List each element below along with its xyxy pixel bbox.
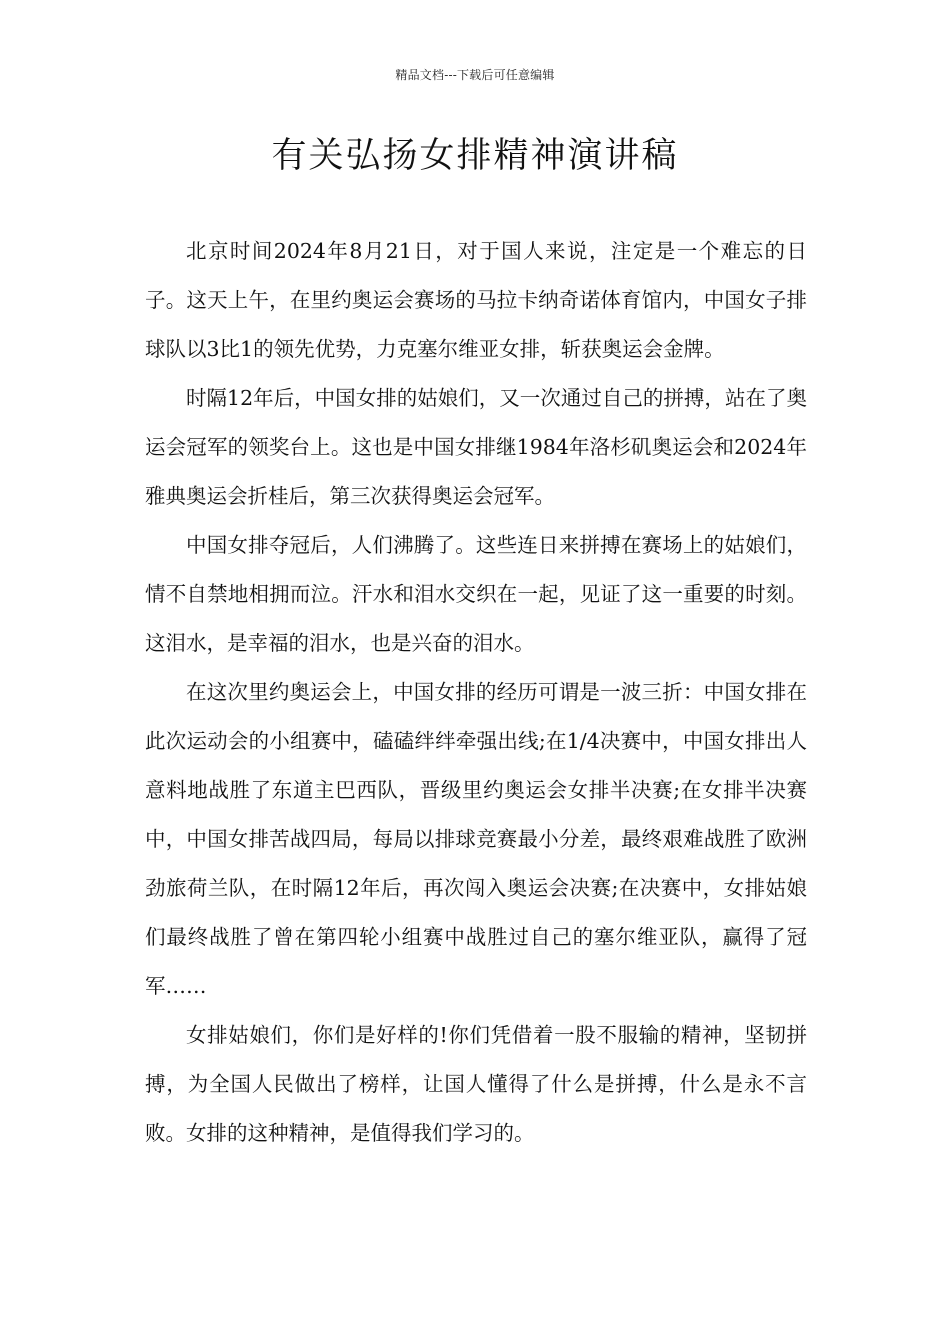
header-note: 精品文档---下载后可任意编辑 <box>395 68 555 82</box>
paragraph-5: 女排姑娘们，你们是好样的!你们凭借着一股不服输的精神，坚韧拼搏，为全国人民做出了榜样，让国人懂得了什么是拼搏，什么是永不言败。女排的这种精神，是值得我们学习的。 <box>145 1023 807 1145</box>
document-body <box>145 227 807 1158</box>
paragraph-1: 北京时间2024年8月21日，对于国人来说，注定是一个难忘的日子。这天上午，在里约奥运会赛场的马拉卡纳奇诺体育馆内，中国女子排球队以3比1的领先优势，力克塞尔维亚女排，斩获奥运会金牌。 <box>145 239 807 361</box>
paragraph-3: 中国女排夺冠后，人们沸腾了。这些连日来拼搏在赛场上的姑娘们，情不自禁地相拥而泣。汗水和泪水交织在一起，见证了这一重要的时刻。这泪水，是幸福的泪水，也是兴奋的泪水。 <box>145 533 807 655</box>
page-title: 有关弘扬女排精神演讲稿 <box>271 136 679 176</box>
paragraph-2: 时隔12年后，中国女排的姑娘们，又一次通过自己的拼搏，站在了奥运会冠军的领奖台上。这也是中国女排继1984年洛杉矶奥运会和2024年雅典奥运会折桂后，第三次获得奥运会冠军。 <box>145 386 807 508</box>
paragraph-4: 在这次里约奥运会上，中国女排的经历可谓是一波三折：中国女排在此次运动会的小组赛中，磕磕绊绊牵强出线;在1/4决赛中，中国女排出人意料地战胜了东道主巴西队，晋级里约奥运会女排半决赛;在女排半决赛中，中国女排苦战四局，每局以排球竞赛最小分差，最终艰难战胜了欧洲劲旅荷兰队，在时隔12年后，再次闯入奥运会决赛;在决赛中，女排姑娘们最终战胜了曾在第四轮小组赛中战胜过自己的塞尔维亚队，赢得了冠军…… <box>145 680 807 998</box>
